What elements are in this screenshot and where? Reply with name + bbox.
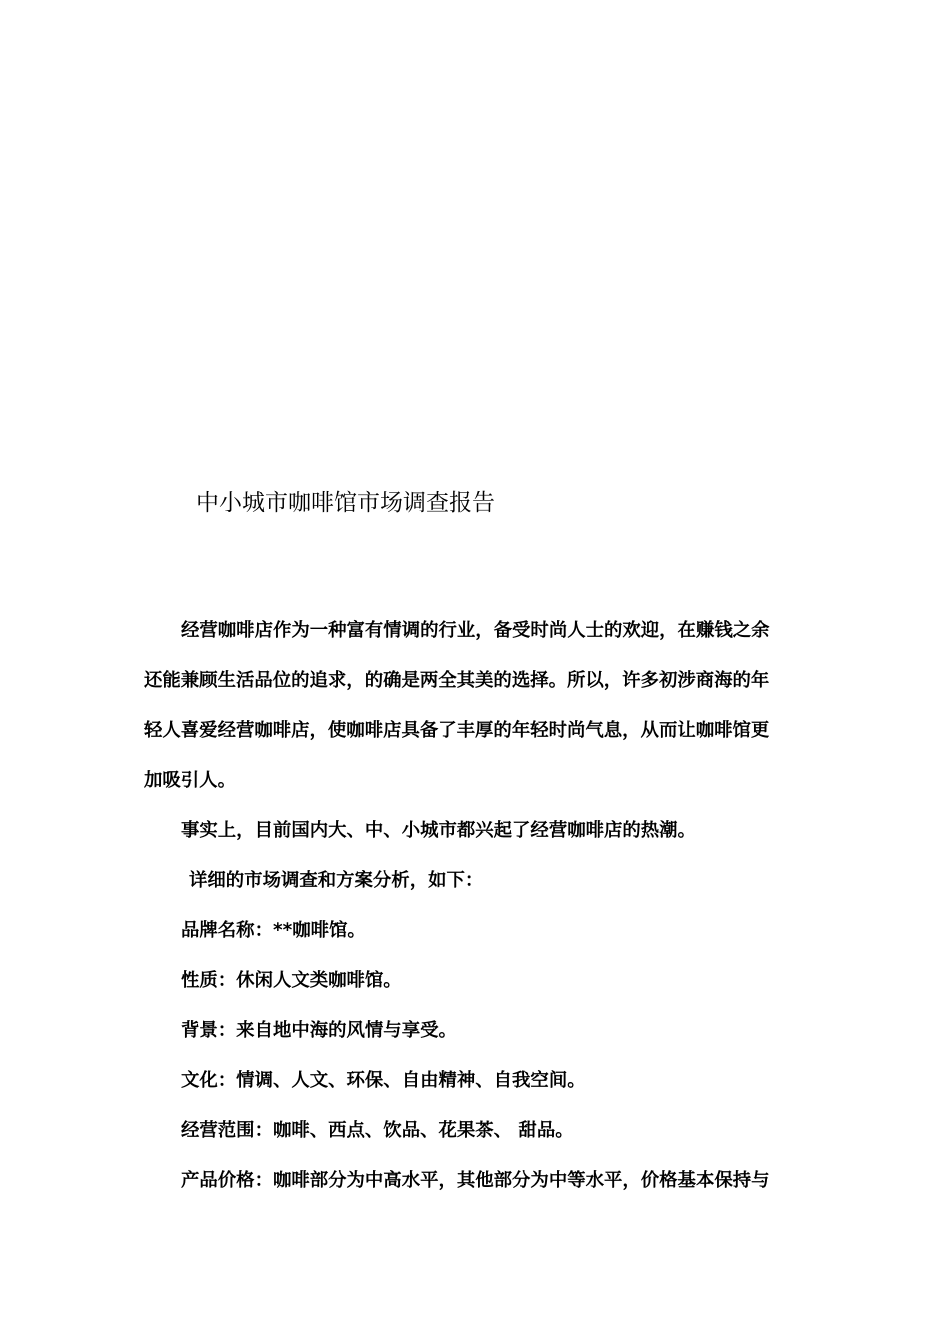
nature-line: 性质：休闲人文类咖啡馆。 <box>181 970 402 991</box>
paragraph-line-6: 详细的市场调查和方案分析，如下： <box>189 870 484 891</box>
document-title: 中小城市咖啡馆市场调查报告 <box>196 490 495 516</box>
brand-name-line: 品牌名称：**咖啡馆。 <box>181 920 366 941</box>
paragraph-line-2: 还能兼顾生活品位的追求，的确是两全其美的选择。所以，许多初涉商海的年 <box>144 670 770 691</box>
paragraph-line-3: 轻人喜爱经营咖啡店，使咖啡店具备了丰厚的年轻时尚气息，从而让咖啡馆更 <box>144 720 770 741</box>
paragraph-line-1: 经营咖啡店作为一种富有情调的行业，备受时尚人士的欢迎，在赚钱之余 <box>181 620 770 641</box>
paragraph-line-4: 加吸引人。 <box>144 770 236 791</box>
paragraph-line-5: 事实上，目前国内大、中、小城市都兴起了经营咖啡店的热潮。 <box>181 820 696 841</box>
product-price-line: 产品价格：咖啡部分为中高水平，其他部分为中等水平，价格基本保持与 <box>181 1170 770 1191</box>
document-body <box>144 606 808 1206</box>
business-scope-line: 经营范围：咖啡、西点、饮品、花果茶、 甜品。 <box>181 1120 574 1141</box>
background-line: 背景：来自地中海的风情与享受。 <box>181 1020 457 1041</box>
culture-line: 文化：情调、人文、环保、自由精神、自我空间。 <box>181 1070 586 1091</box>
